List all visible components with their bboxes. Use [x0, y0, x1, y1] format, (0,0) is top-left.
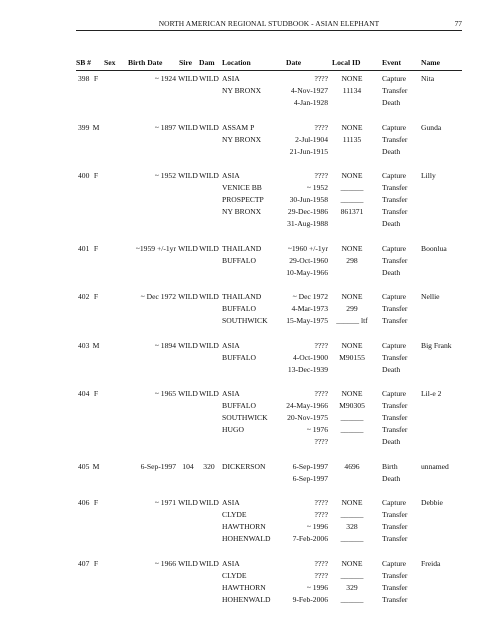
col-birth: Birth Date — [128, 58, 163, 67]
cell-event: Transfer — [382, 207, 408, 216]
record-event-row — [76, 595, 462, 607]
cell-date: 21-Jun-1915 — [289, 146, 328, 156]
cell-date: 29-Dec-1986 — [287, 207, 328, 216]
cell-birth-date: ~ 1965 — [154, 389, 176, 398]
record-row — [76, 389, 462, 401]
cell-date: ???? — [314, 122, 328, 132]
cell-event: Death — [382, 98, 401, 107]
cell-birth-date: ~ 1952 — [154, 171, 176, 180]
cell-sex: F — [93, 389, 99, 398]
cell-sire: WILD — [178, 243, 198, 253]
record-event-row — [76, 268, 462, 280]
cell-event: Transfer — [382, 304, 408, 313]
cell-date: ???? — [314, 389, 328, 398]
cell-local-id: 328 — [346, 522, 358, 531]
cell-birth-date: 6-Sep-1997 — [140, 461, 176, 471]
record-event-row — [76, 195, 462, 207]
cell-date: ~ 1996 — [306, 522, 328, 531]
cell-event: Capture — [382, 122, 407, 132]
cell-event: Transfer — [382, 522, 408, 531]
cell-sb: 405 — [78, 461, 90, 471]
record-event-row — [76, 437, 462, 449]
cell-location: BUFFALO — [222, 352, 257, 362]
cell-sire: WILD — [178, 122, 198, 132]
cell-name: Boonlua — [421, 243, 447, 253]
cell-sire: WILD — [178, 389, 198, 398]
cell-event: Transfer — [382, 413, 408, 422]
cell-local-id: ______ — [340, 195, 364, 204]
cell-event: Transfer — [382, 183, 408, 192]
cell-sire: WILD — [178, 558, 198, 568]
cell-local-id: 4696 — [344, 461, 360, 471]
cell-event: Transfer — [382, 316, 408, 325]
record-event-row — [76, 256, 462, 268]
cell-location: PROSPECTP — [222, 195, 264, 204]
record-event-row — [76, 534, 462, 546]
cell-date: 6-Sep-1997 — [292, 461, 328, 471]
cell-dam: WILD — [199, 558, 219, 568]
record-row — [76, 498, 462, 510]
cell-local-id: 299 — [346, 304, 358, 313]
cell-date: ~1960 +/-1yr — [287, 243, 328, 253]
cell-location: NY BRONX — [222, 86, 262, 95]
record-event-row — [76, 353, 462, 365]
cell-event: Capture — [382, 498, 407, 507]
cell-location: CLYDE — [222, 510, 247, 519]
cell-location: HUGO — [222, 425, 244, 434]
cell-date: 4-Jan-1928 — [293, 98, 328, 107]
cell-location: HAWTHORN — [222, 522, 266, 531]
record-row — [76, 292, 462, 304]
record-event-row — [76, 583, 462, 595]
cell-event: Transfer — [382, 255, 408, 265]
cell-event: Transfer — [382, 510, 408, 519]
cell-local-id: M90305 — [339, 401, 365, 410]
cell-sex: F — [93, 171, 99, 180]
cell-name: Lil-e 2 — [421, 389, 442, 398]
cell-birth-date: ~ 1966 — [154, 558, 176, 568]
record-row — [76, 462, 462, 474]
cell-birth-date: ~ 1971 — [154, 498, 176, 507]
record-event-row — [76, 401, 462, 413]
cell-location: THAILAND — [222, 292, 262, 301]
cell-name: Debbie — [421, 498, 443, 507]
cell-date: 7-Feb-2006 — [292, 534, 328, 543]
cell-event: Death — [382, 437, 401, 446]
cell-birth-date: ~ 1894 — [154, 340, 176, 350]
record-row — [76, 341, 462, 353]
cell-local-id: M90155 — [339, 352, 365, 362]
cell-local-id: ______ ltf — [336, 316, 368, 325]
record-event-row — [76, 522, 462, 534]
cell-local-id: NONE — [341, 292, 363, 301]
cell-event: Transfer — [382, 425, 408, 434]
cell-location: ASIA — [222, 558, 240, 568]
cell-location: SOUTHWICK — [222, 316, 268, 325]
cell-event: Death — [382, 364, 401, 374]
cell-sb: 401 — [78, 243, 90, 253]
cell-sex: F — [93, 558, 99, 568]
cell-sb: 398 — [78, 74, 90, 83]
cell-dam: WILD — [199, 340, 219, 350]
cell-date: 6-Sep-1997 — [292, 473, 328, 483]
cell-date: ???? — [314, 74, 328, 83]
cell-name: Freida — [421, 558, 441, 568]
record-row — [76, 559, 462, 571]
cell-date: ???? — [314, 570, 328, 580]
page-header — [76, 18, 462, 31]
cell-sb: 407 — [78, 558, 90, 568]
cell-event: Death — [382, 267, 401, 277]
cell-local-id: NONE — [341, 74, 363, 83]
cell-location: BUFFALO — [222, 255, 257, 265]
cell-sire: 104 — [182, 461, 194, 471]
cell-date: 30-Jun-1958 — [289, 195, 328, 204]
cell-sex: M — [92, 461, 100, 471]
cell-local-id: NONE — [341, 340, 363, 350]
cell-sex: M — [92, 340, 100, 350]
cell-event: Transfer — [382, 134, 408, 144]
cell-location: ASIA — [222, 171, 240, 180]
cell-date: 2-Jul-1904 — [295, 134, 328, 144]
cell-date: ???? — [314, 558, 328, 568]
cell-location: NY BRONX — [222, 207, 262, 216]
cell-date: ~ 1996 — [306, 582, 328, 592]
record-event-row — [76, 183, 462, 195]
cell-local-id: 298 — [346, 255, 358, 265]
col-sb: SB # — [76, 58, 91, 67]
cell-location: ASSAM P — [222, 122, 255, 132]
document-title: NORTH AMERICAN REGIONAL STUDBOOK - ASIAN ELEPHANT — [158, 19, 380, 28]
cell-date: ???? — [314, 171, 328, 180]
record-event-row — [76, 98, 462, 110]
cell-location: NY BRONX — [222, 134, 262, 144]
cell-date: ~ 1976 — [306, 425, 328, 434]
cell-sb: 402 — [78, 292, 90, 301]
cell-date: 29-Oct-1960 — [289, 255, 328, 265]
cell-event: Transfer — [382, 401, 408, 410]
cell-dam: 320 — [203, 461, 215, 471]
cell-event: Capture — [382, 292, 407, 301]
cell-location: HOHENWALD — [222, 534, 271, 543]
record-row — [76, 171, 462, 183]
col-sire: Sire — [179, 58, 192, 67]
cell-date: ???? — [314, 510, 328, 519]
cell-event: Transfer — [382, 594, 408, 604]
cell-date: 31-Aug-1988 — [287, 219, 328, 228]
cell-sb: 399 — [78, 122, 90, 132]
cell-location: THAILAND — [222, 243, 262, 253]
record-event-row — [76, 365, 462, 377]
cell-date: ???? — [314, 498, 328, 507]
record-event-row — [76, 147, 462, 159]
cell-location: ASIA — [222, 74, 240, 83]
cell-sex: F — [93, 74, 99, 83]
cell-event: Capture — [382, 340, 407, 350]
cell-local-id: ______ — [340, 425, 364, 434]
cell-event: Capture — [382, 74, 407, 83]
cell-event: Transfer — [382, 352, 408, 362]
cell-location: ASIA — [222, 340, 240, 350]
record-event-row — [76, 316, 462, 328]
cell-event: Transfer — [382, 86, 408, 95]
cell-date: ~ Dec 1972 — [292, 292, 328, 301]
cell-local-id: NONE — [341, 498, 363, 507]
cell-local-id: ______ — [340, 413, 364, 422]
cell-sex: F — [93, 498, 99, 507]
cell-sex: F — [93, 292, 99, 301]
cell-event: Capture — [382, 389, 407, 398]
cell-event: Death — [382, 146, 401, 156]
cell-dam: WILD — [199, 243, 219, 253]
cell-local-id: ______ — [340, 510, 364, 519]
col-event: Event — [382, 58, 401, 67]
record-event-row — [76, 571, 462, 583]
record-event-row — [76, 86, 462, 98]
cell-date: 15-May-1975 — [286, 316, 328, 325]
col-name: Name — [421, 58, 440, 67]
cell-local-id: NONE — [341, 558, 363, 568]
cell-location: BUFFALO — [222, 401, 257, 410]
cell-dam: WILD — [199, 292, 219, 301]
cell-date: ???? — [314, 437, 328, 446]
record-row — [76, 123, 462, 135]
cell-location: HAWTHORN — [222, 582, 266, 592]
cell-sex: M — [92, 122, 100, 132]
cell-event: Death — [382, 473, 401, 483]
cell-location: DICKERSON — [222, 461, 266, 471]
cell-location: BUFFALO — [222, 304, 257, 313]
col-dam: Dam — [199, 58, 215, 67]
cell-event: Capture — [382, 171, 407, 180]
cell-date: 4-Mar-1973 — [291, 304, 328, 313]
cell-name: Nellie — [421, 292, 440, 301]
cell-local-id: NONE — [341, 122, 363, 132]
cell-location: ASIA — [222, 389, 240, 398]
record-event-row — [76, 219, 462, 231]
cell-date: 10-May-1966 — [286, 267, 328, 277]
record-event-row — [76, 510, 462, 522]
cell-sire: WILD — [178, 74, 198, 83]
cell-name: Lilly — [421, 171, 436, 180]
cell-name: Gunda — [421, 122, 442, 132]
column-header-row — [76, 58, 462, 71]
cell-date: 9-Feb-2006 — [292, 594, 328, 604]
cell-dam: WILD — [199, 74, 219, 83]
cell-birth-date: ~1959 +/-1yr — [135, 243, 176, 253]
cell-local-id: ______ — [340, 570, 364, 580]
cell-local-id: NONE — [341, 171, 363, 180]
record-event-row — [76, 207, 462, 219]
cell-dam: WILD — [199, 122, 219, 132]
cell-event: Transfer — [382, 534, 408, 543]
cell-date: 24-May-1966 — [286, 401, 328, 410]
cell-sex: F — [93, 243, 99, 253]
cell-local-id: NONE — [341, 389, 363, 398]
cell-local-id: NONE — [341, 243, 363, 253]
cell-local-id: ______ — [340, 594, 364, 604]
cell-event: Transfer — [382, 195, 408, 204]
cell-name: Nita — [421, 74, 435, 83]
cell-sire: WILD — [178, 171, 198, 180]
cell-date: 4-Nov-1927 — [290, 86, 328, 95]
record-event-row — [76, 413, 462, 425]
cell-local-id: 11135 — [342, 134, 362, 144]
cell-dam: WILD — [199, 171, 219, 180]
cell-dam: WILD — [199, 498, 219, 507]
cell-sb: 403 — [78, 340, 90, 350]
record-event-row — [76, 425, 462, 437]
cell-birth-date: ~ 1924 — [154, 74, 176, 83]
col-date: Date — [286, 58, 302, 67]
cell-location: HOHENWALD — [222, 594, 271, 604]
cell-name: unnamed — [421, 461, 449, 471]
cell-dam: WILD — [199, 389, 219, 398]
cell-local-id: 329 — [346, 582, 358, 592]
cell-local-id: ______ — [340, 183, 364, 192]
cell-sire: WILD — [178, 340, 198, 350]
cell-local-id: 861371 — [340, 207, 364, 216]
cell-date: 13-Dec-1939 — [287, 364, 328, 374]
cell-sire: WILD — [178, 498, 198, 507]
cell-birth-date: ~ 1897 — [154, 122, 176, 132]
cell-date: ~ 1952 — [306, 183, 328, 192]
cell-event: Capture — [382, 243, 407, 253]
cell-date: 20-Nov-1975 — [287, 413, 328, 422]
col-localid: Local ID — [332, 58, 361, 67]
cell-location: ASIA — [222, 498, 240, 507]
cell-sb: 406 — [78, 498, 90, 507]
cell-birth-date: ~ Dec 1972 — [140, 292, 176, 301]
cell-date: ???? — [314, 340, 328, 350]
cell-location: VENICE BB — [222, 183, 262, 192]
cell-sire: WILD — [178, 292, 198, 301]
col-sex: Sex — [104, 58, 116, 67]
cell-date: 4-Oct-1900 — [292, 352, 328, 362]
record-event-row — [76, 474, 462, 486]
cell-sb: 404 — [78, 389, 90, 398]
record-event-row — [76, 135, 462, 147]
cell-sb: 400 — [78, 171, 90, 180]
cell-event: Transfer — [382, 570, 408, 580]
cell-location: CLYDE — [222, 570, 247, 580]
cell-event: Capture — [382, 558, 407, 568]
cell-name: Big Frank — [421, 340, 452, 350]
record-event-row — [76, 304, 462, 316]
col-location: Location — [222, 58, 251, 67]
cell-local-id: 11134 — [342, 86, 362, 95]
page-number: 77 — [454, 19, 462, 28]
cell-local-id: ______ — [340, 534, 364, 543]
cell-event: Death — [382, 219, 401, 228]
record-row — [76, 74, 462, 86]
cell-location: SOUTHWICK — [222, 413, 268, 422]
cell-event: Transfer — [382, 582, 408, 592]
record-row — [76, 244, 462, 256]
cell-event: Birth — [382, 461, 398, 471]
